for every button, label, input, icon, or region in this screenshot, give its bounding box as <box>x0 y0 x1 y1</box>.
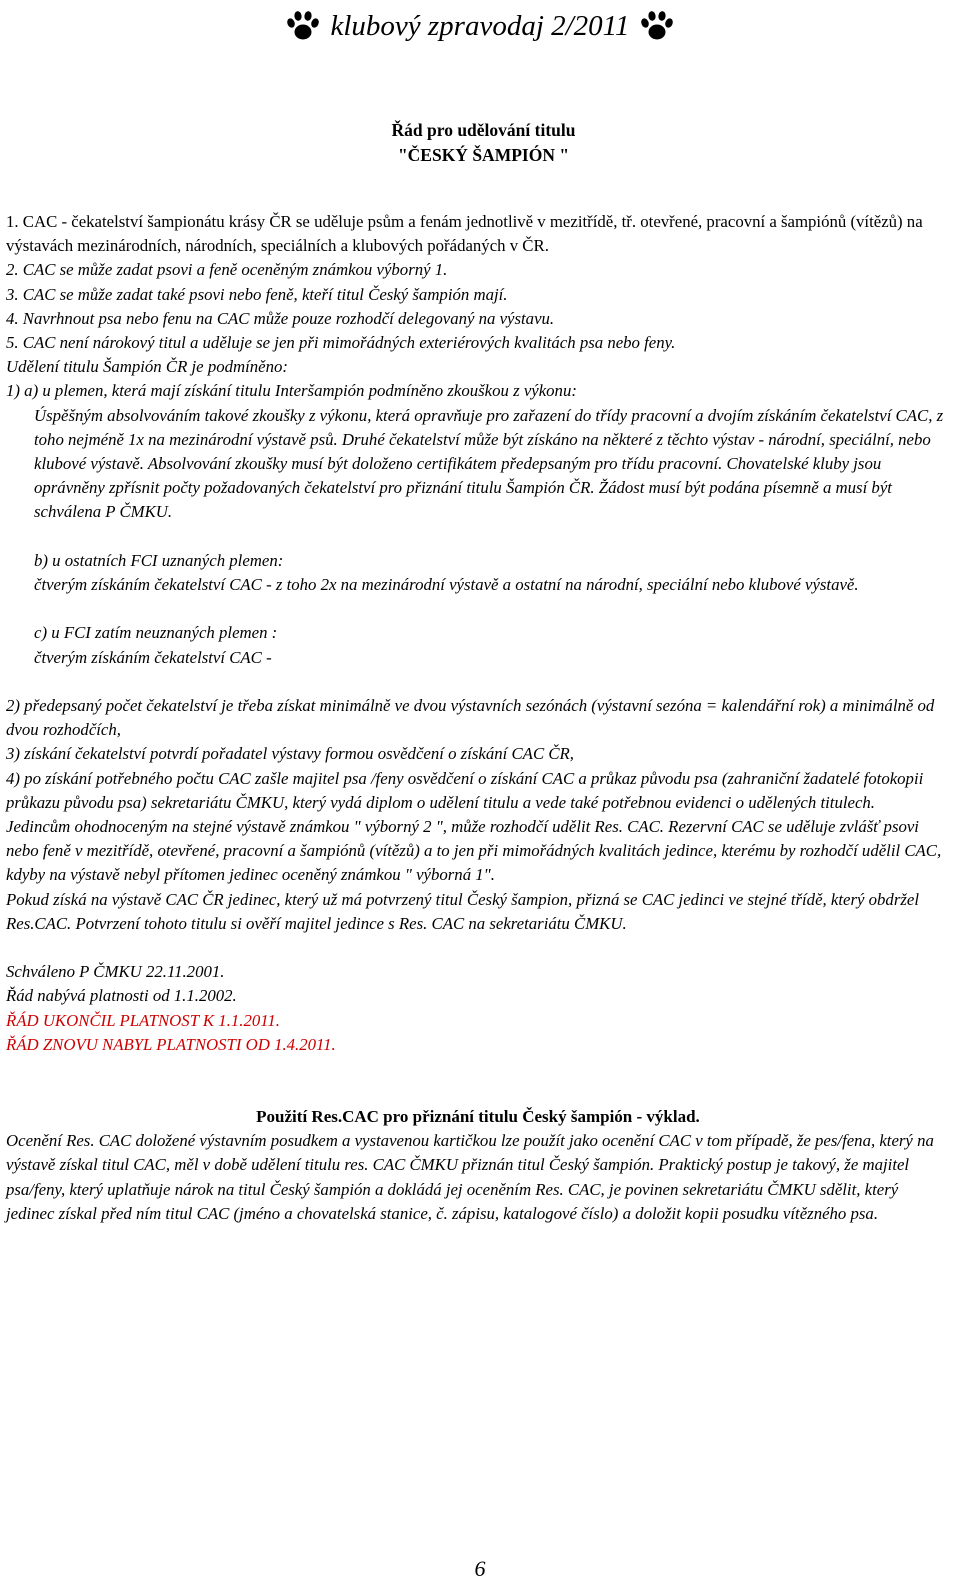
validity-date: Řád nabývá platnosti od 1.1.2002. <box>6 986 237 1006</box>
further-rule-4: 4) po získání potřebného počtu CAC zašle majitel psa /feny osvědčení o získání CAC a průkaz původu psa (zahraniční žadatelé fotokopii průkazu původu psa) sekretariátu ČMKU, který vydá diplom o udělení titulu a vede také potřebnou evidenci o udělených titulech. <box>6 768 924 812</box>
rule-item-4: 4. Navrhnout psa nebo fenu na CAC může pouze rozhodčí delegovaný na výstavu. <box>6 308 555 328</box>
document-title-line-2: "ČESKÝ ŠAMPIÓN " <box>397 145 570 165</box>
newsletter-title: klubový zpravodaj 2/2011 <box>330 9 630 42</box>
paw-print-icon <box>286 10 320 42</box>
document-title <box>0 118 960 168</box>
spacer <box>6 597 950 621</box>
rule-item-3: 3. CAC se může zadat také psovi nebo feně, kteří titul Český šampión mají. <box>6 284 508 304</box>
res-cac-paragraph: Jedincům ohodnoceným na stejné výstavě známkou " výborný 2 ", může rozhodčí udělit Res. CAC. Rezervní CAC se uděluje zvlášť psovi nebo feně v mezitřídě, otevřené, pracovní a šampiónů (vítězů) a to jen při mimořádných kvalitách jedince, kterému by rozhodčí udělil CAC, kdyby na výstavě nebyl přítomen jedinec oceněný známkou " výborná 1". <box>6 817 942 885</box>
condition-c-heading: c) u FCI zatím neuznaných plemen : <box>34 623 278 643</box>
conditions-intro: Udělení titulu Šampión ČR je podmíněno: <box>6 357 288 377</box>
spacer <box>6 670 950 694</box>
section-text: Ocenění Res. CAC doložené výstavním posudkem a vystavenou kartičkou lze použít jako ocenění CAC v tom případě, že pes/fena, který na výstavě získal titul CAC, měl v době udělení titulu res. CAC ČMKU přiznán titul Český šampión. Praktický postup je takový, že majitel psa/feny, který uplatňuje nárok na titul Český šampión a dokládá jej oceněním Res. CAC, je povinen sekretariátu ČMKU sdělit, který jedinec získal před ním titul CAC (jméno a chovatelská stanice, č. zápisu, katalogové číslo) a doložit kopii posudku vítězného psa. <box>6 1131 934 1223</box>
section-heading: Použití Res.CAC pro přiznání titulu Český šampión - výklad. <box>256 1107 700 1127</box>
validity-renewed-notice: ŘÁD ZNOVU NABYL PLATNOSTI OD 1.4.2011. <box>6 1034 336 1054</box>
further-rule-2: 2) předepsaný počet čekatelství je třeba získat minimálně ve dvou výstavních sezónách (výstavní sezóna = kalendářní rok) a minimálně od dvou rozhodčích, <box>6 696 935 740</box>
page-number: 6 <box>474 1556 486 1581</box>
condition-c-text: čtverým získáním čekatelství CAC - <box>34 647 272 667</box>
rule-item-1: 1. CAC - čekatelství šampionátu krásy ČR se uděluje psům a fenám jednotlivě v mezitřídě, tř. otevřené, pracovní a šampiónů (vítězů) na výstavách mezinárodních, národních, speciálních a klubových pořádaných v ČR. <box>6 212 923 256</box>
page-header <box>0 4 960 48</box>
condition-b-text: čtverým získáním čekatelství CAC - z toho 2x na mezinárodní výstavě a ostatní na národní, speciální nebo klubové výstavě. <box>34 575 859 595</box>
condition-a-text: Úspěšným absolvováním takové zkoušky z výkonu, která opravňuje pro zařazení do třídy pracovní a dvojím získáním čekatelství CAC, z toho nejméně 1x na mezinárodní výstavě psů. Druhé čekatelství může být získáno na některé z těchto výstav - národní, speciální, nebo klubové výstavě. Absolvování zkoušky musí být doloženo certifikátem předepsaným pro třídu pracovní. Chovatelské kluby jsou oprávněny zpřísnit počty požadovaných čekatelství pro přiznání titulu Šampión ČR. Žádost musí být podána písemně a musí být schválena P ČMKU. <box>34 405 944 522</box>
spacer <box>6 525 950 549</box>
condition-a-heading: 1) a) u plemen, která mají získání titulu Interšampión podmíněno zkouškou z výkonu: <box>6 381 577 401</box>
approval-date: Schváleno P ČMKU 22.11.2001. <box>6 962 225 982</box>
spacer <box>6 1057 950 1105</box>
paw-print-icon <box>640 10 674 42</box>
spacer <box>6 936 950 960</box>
rule-item-5: 5. CAC není nárokový titul a uděluje se jen při mimořádných exteriérových kvalitách psa nebo feny. <box>6 333 676 353</box>
condition-b-heading: b) u ostatních FCI uznaných plemen: <box>34 550 284 570</box>
document-title-line-1: Řád pro udělování titulu <box>391 120 576 140</box>
conditions-section <box>6 355 950 1226</box>
document-body <box>6 210 950 1226</box>
validity-ended-notice: ŘÁD UKONČIL PLATNOST K 1.1.2011. <box>6 1010 280 1030</box>
rule-item-2: 2. CAC se může zadat psovi a feně oceněným známkou výborný 1. <box>6 260 448 280</box>
cac-transfer-paragraph: Pokud získá na výstavě CAC ČR jedinec, který už má potvrzený titul Český šampion, přizná se CAC jedinci ve stejné třídě, který obdržel Res.CAC. Potvrzení tohoto titulu si ověří majitel jedince s Res. CAC na sekretariátu ČMKU. <box>6 889 919 933</box>
further-rule-3: 3) získání čekatelství potvrdí pořadatel výstavy formou osvědčení o získání CAC ČR, <box>6 744 574 764</box>
